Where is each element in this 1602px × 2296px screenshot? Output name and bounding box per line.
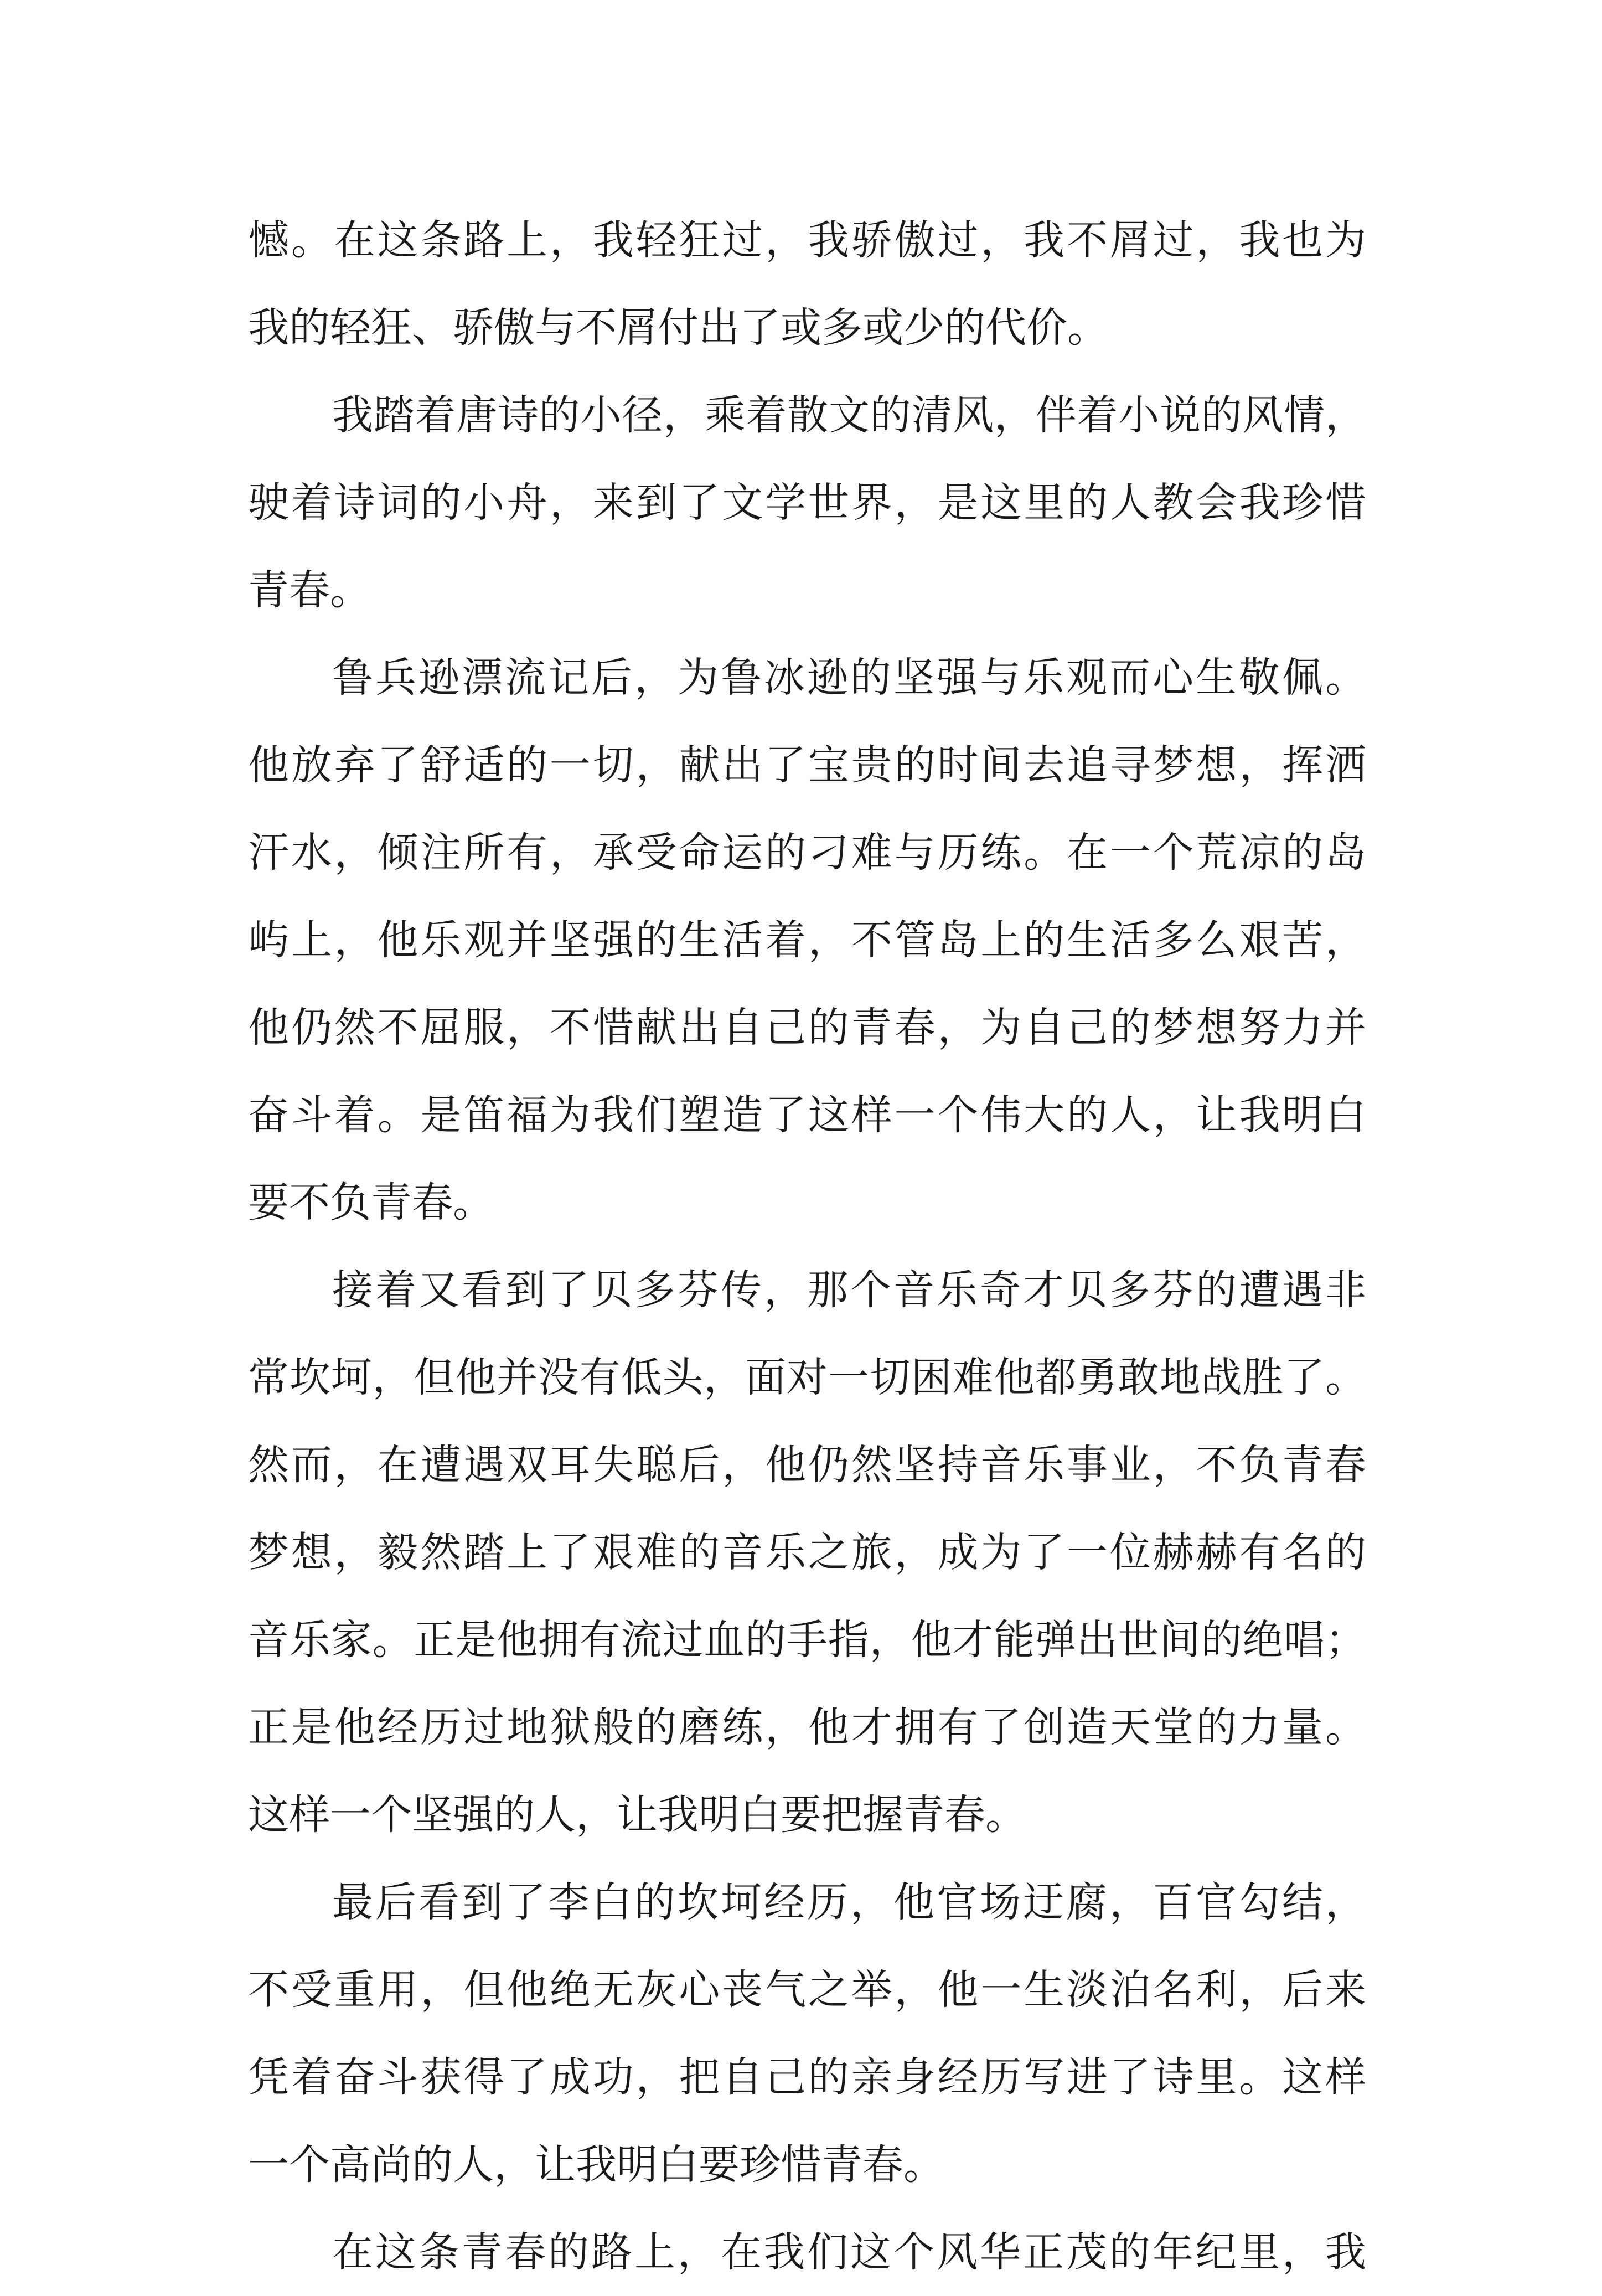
text-line: 驶着诗词的小舟，来到了文学世界，是这里的人教会我珍惜 [248, 479, 1366, 527]
text-line: 这样一个坚强的人，让我明白要把握青春。 [248, 1791, 1026, 1839]
text-line: 奋斗着。是笛福为我们塑造了这样一个伟大的人，让我明白 [248, 1091, 1366, 1139]
text-line: 他放弃了舒适的一切，献出了宝贵的时间去追寻梦想，挥洒 [248, 741, 1366, 789]
text-line: 鲁兵逊漂流记后，为鲁冰逊的坚强与乐观而心生敬佩。 [332, 654, 1366, 701]
text-line: 在这条青春的路上，在我们这个风华正茂的年纪里，我 [332, 2228, 1366, 2276]
text-line: 音乐家。正是他拥有流过血的手指，他才能弹出世间的绝唱； [248, 1616, 1366, 1664]
body-text [248, 197, 1366, 2296]
text-line: 正是他经历过地狱般的磨练，他才拥有了创造天堂的力量。 [248, 1704, 1366, 1751]
text-line: 憾。在这条路上，我轻狂过，我骄傲过，我不屑过，我也为 [248, 216, 1366, 264]
text-line: 青春。 [248, 566, 371, 614]
text-line: 最后看到了李白的坎坷经历，他官场迂腐，百官勾结， [332, 1879, 1366, 1926]
text-line: 常坎坷，但他并没有低头，面对一切困难他都勇敢地战胜了。 [248, 1354, 1366, 1401]
text-line: 我的轻狂、骄傲与不屑付出了或多或少的代价。 [248, 304, 1108, 352]
text-line: 接着又看到了贝多芬传，那个音乐奇才贝多芬的遭遇非 [332, 1266, 1366, 1314]
text-line: 不受重用，但他绝无灰心丧气之举，他一生淡泊名利，后来 [248, 1966, 1366, 2014]
text-line: 我踏着唐诗的小径，乘着散文的清风，伴着小说的风情， [332, 391, 1366, 439]
text-line: 梦想，毅然踏上了艰难的音乐之旅，成为了一位赫赫有名的 [248, 1529, 1366, 1576]
text-line: 然而，在遭遇双耳失聪后，他仍然坚持音乐事业，不负青春 [248, 1441, 1366, 1489]
text-line: 屿上，他乐观并坚强的生活着，不管岛上的生活多么艰苦， [248, 916, 1366, 964]
text-line: 一个高尚的人，让我明白要珍惜青春。 [248, 2141, 944, 2189]
text-line: 凭着奋斗获得了成功，把自己的亲身经历写进了诗里。这样 [248, 2053, 1366, 2101]
text-line: 他仍然不屈服，不惜献出自己的青春，为自己的梦想努力并 [248, 1004, 1366, 1051]
text-line: 要不负青春。 [248, 1179, 494, 1226]
text-line: 汗水，倾注所有，承受命运的刁难与历练。在一个荒凉的岛 [248, 829, 1366, 876]
